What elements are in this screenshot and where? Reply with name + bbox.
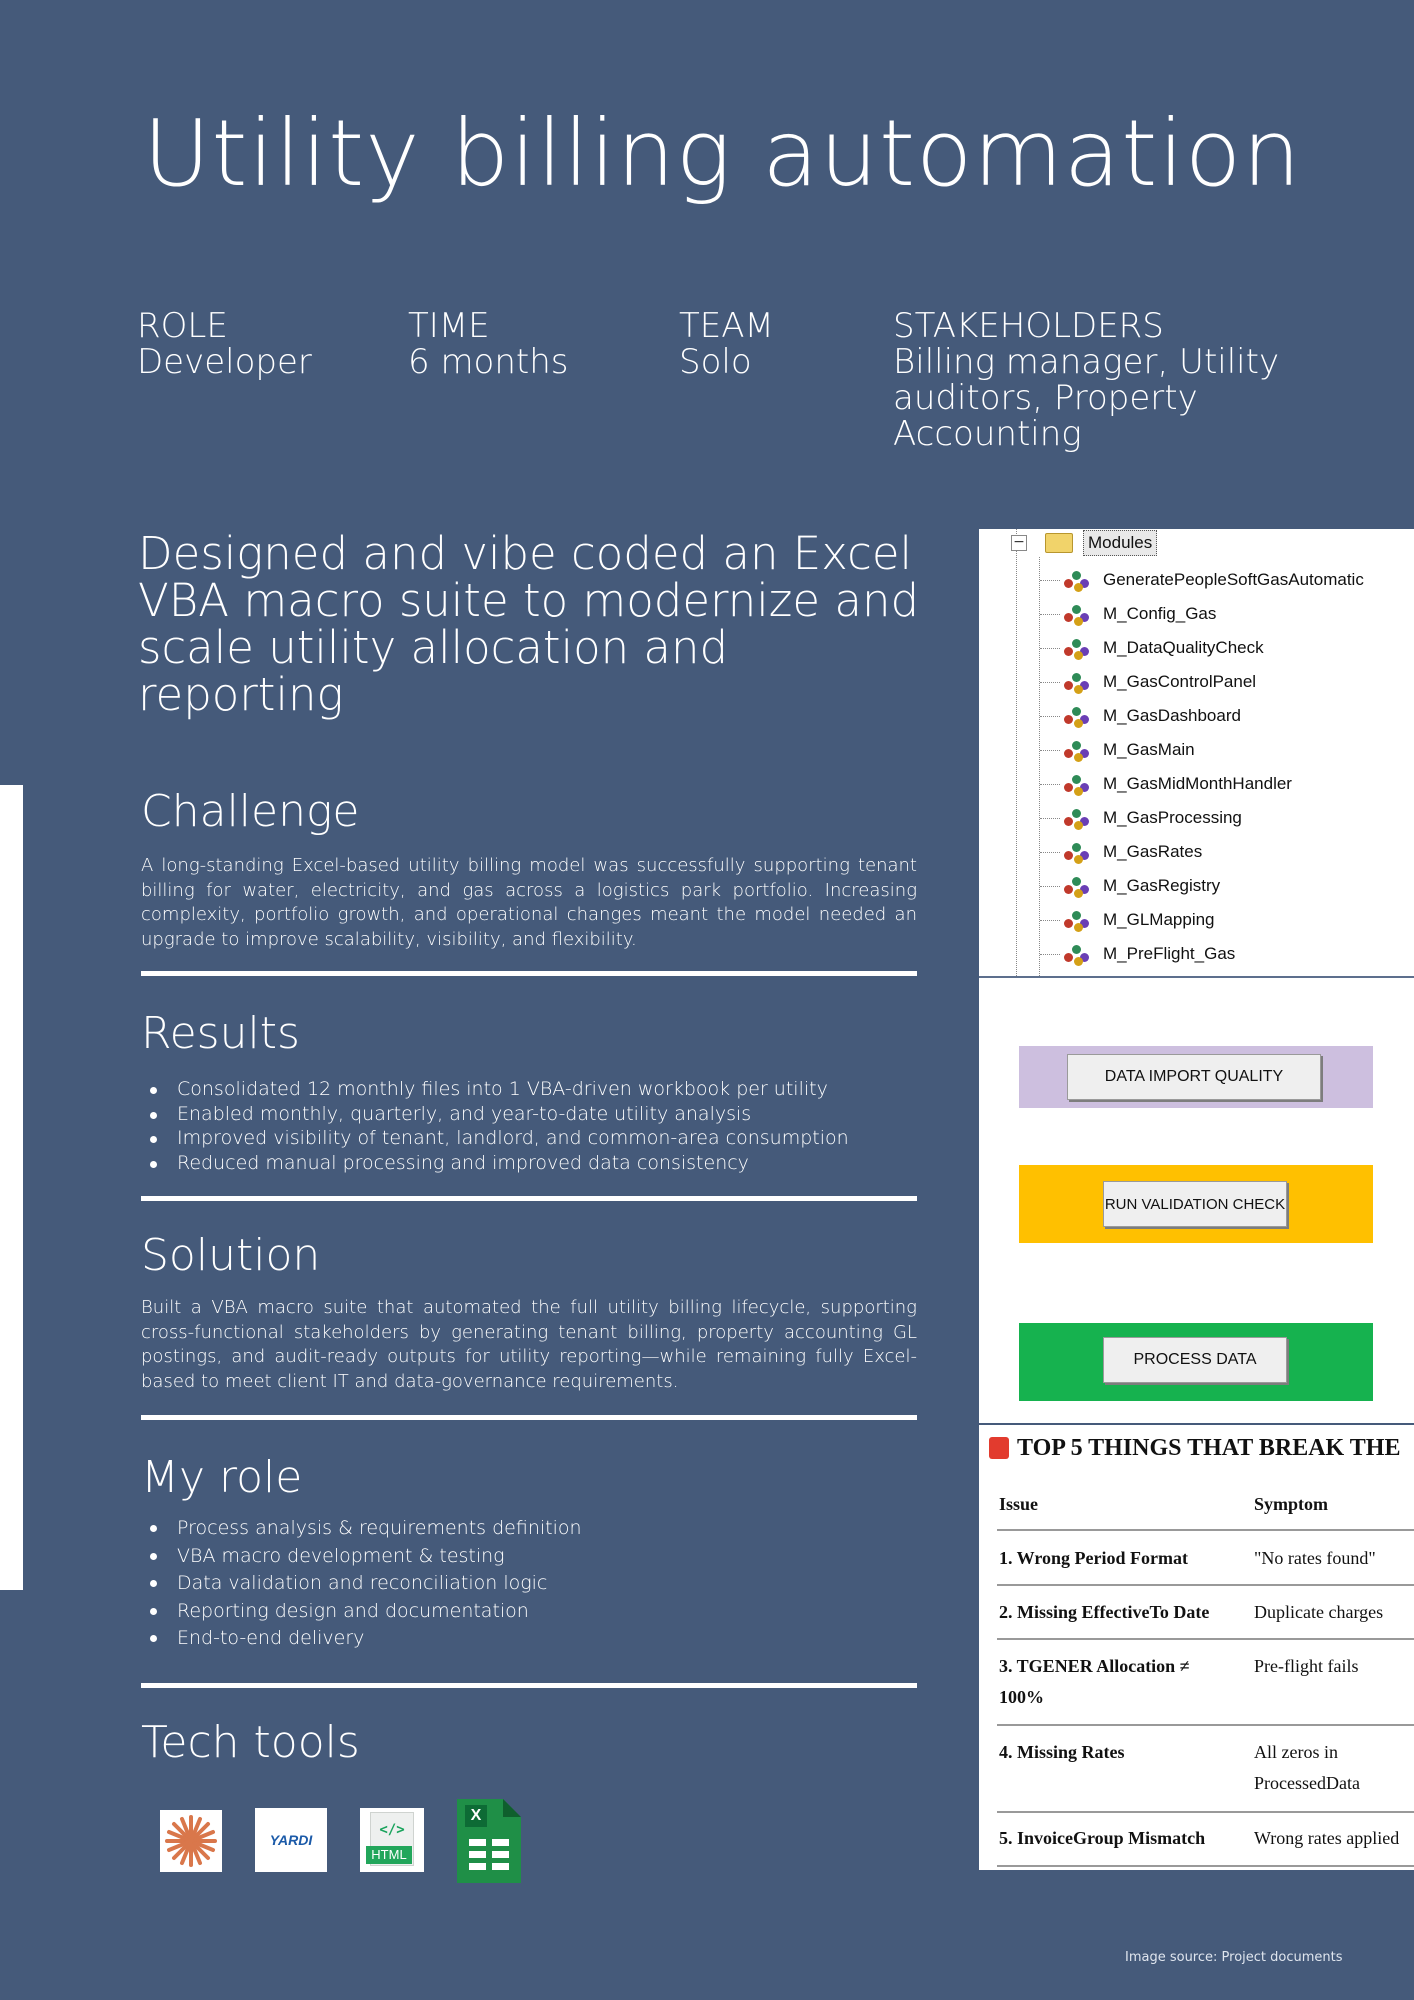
vba-module-icon xyxy=(1062,567,1094,593)
control-panel xyxy=(979,976,1414,1423)
table-cell-symptom: Pre-flight fails xyxy=(1254,1656,1359,1676)
divider xyxy=(141,1415,917,1420)
module-label: GeneratePeopleSoftGasAutomatic xyxy=(1103,570,1364,589)
run-validation-check-button[interactable]: RUN VALIDATION CHECK xyxy=(1103,1181,1287,1227)
list-item: Consolidated 12 monthly files into 1 VBA-driven workbook per utility xyxy=(141,1077,917,1102)
left-accent-bar xyxy=(0,785,23,1590)
module-label: M_DataQualityCheck xyxy=(1103,638,1264,657)
module-item[interactable] xyxy=(1062,665,1256,699)
html-file-icon xyxy=(360,1808,424,1872)
list-item: VBA macro development & testing xyxy=(141,1543,917,1571)
vba-module-icon xyxy=(1062,805,1094,831)
module-label: M_PreFlight_Gas xyxy=(1103,944,1236,963)
yardi-logo-text: YARDI xyxy=(269,1832,313,1848)
table-cell-symptom: "No rates found" xyxy=(1254,1548,1376,1568)
module-label: M_Config_Gas xyxy=(1103,604,1217,623)
module-item[interactable] xyxy=(1062,937,1235,971)
module-label: M_GasRegistry xyxy=(1103,876,1221,895)
table-cell-issue: 2. Missing EffectiveTo Date xyxy=(999,1602,1210,1622)
import-quality-band xyxy=(1019,1046,1373,1108)
process-data-band xyxy=(1019,1323,1373,1401)
challenge-text: A long-standing Excel-based utility billing model was successfully supporting tenant billing for water, electricity, and gas across a logistics park portfolio. Increasing complexity, portfolio growth, and operational changes meant the model needed an upgrade to improve scalability, visibility, and flexibility. xyxy=(141,855,917,950)
vba-module-icon xyxy=(1062,941,1094,967)
module-label: M_GasProcessing xyxy=(1103,808,1242,827)
table-cell-symptom: Duplicate charges xyxy=(1254,1602,1384,1622)
data-import-quality-button[interactable]: DATA IMPORT QUALITY xyxy=(1067,1054,1321,1100)
module-item[interactable] xyxy=(1062,835,1202,869)
table-rule xyxy=(997,1529,1414,1531)
meta-team xyxy=(679,308,774,380)
module-item[interactable] xyxy=(1062,631,1264,665)
vba-module-icon xyxy=(1062,907,1094,933)
tagline: Designed and vibe coded an Excel VBA macro suite to modernize and scale utility allocation and reporting xyxy=(138,527,920,721)
module-item[interactable] xyxy=(1062,801,1242,835)
module-label: M_GasRates xyxy=(1103,842,1203,861)
table-rule xyxy=(997,1724,1414,1726)
solution-text: Built a VBA macro suite that automated the full utility billing lifecycle, supporting cross-functional stakeholders by generating tenant billing, property accounting GL postings, and audit-ready outputs for utility reporting—while remaining fully Excel-based to meet client IT and data-governance requirements. xyxy=(141,1297,917,1392)
modules-tree-panel xyxy=(979,529,1414,976)
meta-time xyxy=(408,308,569,380)
module-item[interactable] xyxy=(1062,597,1216,631)
table-rule xyxy=(997,1638,1414,1640)
alert-icon xyxy=(989,1437,1009,1459)
collapse-toggle-icon[interactable]: − xyxy=(1011,535,1027,551)
meta-label: TIME xyxy=(408,306,490,346)
meta-value: Billing manager, Utility xyxy=(893,342,1280,382)
table-rule xyxy=(997,1584,1414,1586)
list-item: End-to-end delivery xyxy=(141,1625,917,1653)
html-code-glyph: </> xyxy=(379,1822,405,1838)
table-cell-issue: 3. TGENER Allocation ≠ 100% xyxy=(999,1656,1190,1707)
process-data-button[interactable]: PROCESS DATA xyxy=(1103,1337,1287,1383)
meta-label: ROLE xyxy=(137,306,228,346)
list-item: Data validation and reconciliation logic xyxy=(141,1570,917,1598)
vba-module-icon xyxy=(1062,669,1094,695)
table-title: TOP 5 THINGS THAT BREAK THE xyxy=(1017,1435,1401,1461)
module-label: M_GLMapping xyxy=(1103,910,1215,929)
html-file-label: HTML xyxy=(366,1846,412,1864)
module-item[interactable] xyxy=(1062,733,1195,767)
vba-module-icon xyxy=(1062,737,1094,763)
vba-module-icon xyxy=(1062,601,1094,627)
list-item: Enabled monthly, quarterly, and year-to-date utility analysis xyxy=(141,1102,917,1127)
results-heading: Results xyxy=(141,1008,300,1059)
meta-role xyxy=(137,308,312,380)
meta-stakeholders xyxy=(893,308,1279,452)
module-item[interactable] xyxy=(1062,869,1220,903)
meta-label: TEAM xyxy=(679,306,774,346)
module-label: M_GasDashboard xyxy=(1103,706,1241,725)
meta-label: STAKEHOLDERS xyxy=(893,306,1164,346)
vba-module-icon xyxy=(1062,703,1094,729)
meta-value: Accounting xyxy=(893,414,1082,454)
table-cell-symptom: Wrong rates applied xyxy=(1254,1828,1400,1848)
table-cell-issue: 4. Missing Rates xyxy=(999,1742,1125,1762)
module-label: M_GasMidMonthHandler xyxy=(1103,774,1292,793)
claude-logo-icon xyxy=(160,1810,222,1872)
solution-heading: Solution xyxy=(141,1230,321,1281)
column-header-symptom: Symptom xyxy=(1254,1494,1329,1514)
table-rule xyxy=(997,1811,1414,1813)
module-item[interactable] xyxy=(1062,699,1241,733)
my-role-list xyxy=(141,1515,917,1653)
divider xyxy=(141,1683,917,1688)
excel-sheets-icon xyxy=(457,1799,521,1883)
validation-check-band xyxy=(1019,1165,1373,1243)
folder-icon xyxy=(1045,533,1073,553)
modules-root-label[interactable]: Modules xyxy=(1083,530,1157,556)
vba-module-icon xyxy=(1062,839,1094,865)
module-label: M_GasMain xyxy=(1103,740,1195,759)
table-rule xyxy=(997,1865,1414,1867)
divider xyxy=(141,1196,917,1201)
column-header-issue: Issue xyxy=(999,1494,1039,1514)
table-cell-issue: 1. Wrong Period Format xyxy=(999,1548,1188,1568)
page-title: Utility billing automation xyxy=(143,100,1302,207)
list-item: Reduced manual processing and improved data consistency xyxy=(141,1151,917,1176)
meta-value: Developer xyxy=(137,342,312,382)
excel-letter: X xyxy=(465,1805,487,1827)
vba-module-icon xyxy=(1062,771,1094,797)
list-item: Process analysis & requirements definition xyxy=(141,1515,917,1543)
table-cell-issue: 5. InvoiceGroup Mismatch xyxy=(999,1828,1206,1848)
module-item[interactable] xyxy=(1062,563,1364,597)
yardi-logo-icon xyxy=(255,1808,327,1872)
module-item[interactable] xyxy=(1062,903,1215,937)
list-item: Improved visibility of tenant, landlord, and common-area consumption xyxy=(141,1126,917,1151)
meta-value: Solo xyxy=(679,342,752,382)
divider xyxy=(141,971,917,976)
list-item: Reporting design and documentation xyxy=(141,1598,917,1626)
meta-value: 6 months xyxy=(408,342,569,382)
my-role-heading: My role xyxy=(141,1452,303,1503)
challenge-heading: Challenge xyxy=(141,786,360,837)
table-cell-symptom: All zeros in ProcessedData xyxy=(1254,1742,1360,1793)
tech-tools-heading: Tech tools xyxy=(141,1717,360,1768)
meta-value: auditors, Property xyxy=(893,378,1198,418)
break-table-panel xyxy=(979,1425,1414,1870)
image-source-note: Image source: Project documents xyxy=(1125,1950,1343,1965)
vba-module-icon xyxy=(1062,873,1094,899)
results-list xyxy=(141,1077,917,1175)
vba-module-icon xyxy=(1062,635,1094,661)
module-label: M_GasControlPanel xyxy=(1103,672,1257,691)
module-item[interactable] xyxy=(1062,767,1292,801)
